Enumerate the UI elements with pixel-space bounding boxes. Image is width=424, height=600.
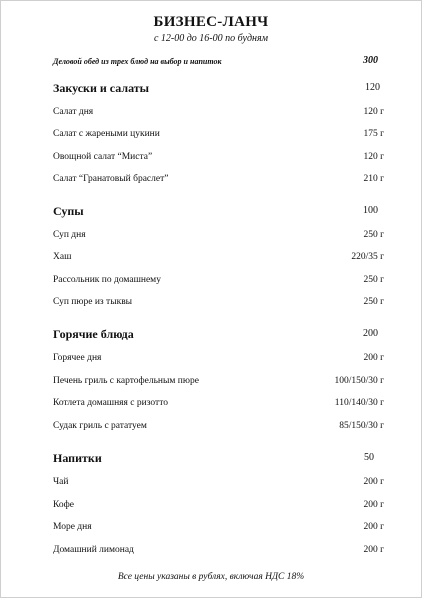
item-name: Суп дня [53, 230, 86, 240]
item-weight: 200 г [363, 522, 384, 532]
section-price: 120 [365, 82, 380, 93]
section-title: Закуски и салаты [53, 81, 150, 95]
item-weight: 120 г [363, 152, 384, 162]
item-weight: 175 г [363, 129, 384, 139]
menu-item [1, 152, 421, 166]
menu-item [1, 107, 421, 121]
item-name: Котлета домашняя с ризотто [53, 398, 168, 408]
item-name: Кофе [53, 500, 74, 510]
item-name: Судак гриль с рататуем [53, 421, 147, 431]
item-name: Салат дня [53, 107, 94, 117]
menu-item [1, 129, 421, 143]
section-price: 100 [363, 205, 378, 216]
page-subtitle: с 12-00 до 16-00 по будням [153, 33, 268, 44]
offer-price: 300 [363, 55, 378, 66]
item-weight: 210 г [363, 174, 384, 184]
section-title: Напитки [53, 451, 102, 465]
item-name: Суп пюре из тыквы [53, 297, 133, 307]
item-name: Овощной салат “Миста” [53, 152, 153, 162]
menu-item [1, 522, 421, 536]
item-name: Горячее дня [53, 353, 102, 363]
section-price: 50 [364, 452, 374, 463]
price-note: Все цены указаны в рублях, включая НДС 18% [117, 572, 305, 582]
item-name: Хаш [53, 252, 72, 262]
item-name: Домашний лимонад [53, 545, 134, 555]
menu-item [1, 252, 421, 266]
menu-item [1, 275, 421, 289]
item-weight: 200 г [363, 500, 384, 510]
item-weight: 200 г [363, 353, 384, 363]
item-name: Печень гриль с картофельным пюре [53, 376, 199, 386]
menu-item [1, 545, 421, 559]
item-weight: 250 г [363, 297, 384, 307]
item-weight: 85/150/30 г [339, 421, 384, 431]
section-price: 200 [363, 328, 378, 339]
item-weight: 100/150/30 г [334, 376, 384, 386]
menu-item [1, 500, 421, 514]
item-weight: 220/35 г [351, 252, 384, 262]
section-title: Супы [53, 204, 84, 218]
item-name: Чай [53, 477, 69, 487]
menu-item [1, 353, 421, 367]
offer-text: Деловой обед из трех блюд на выбор и напиток [53, 57, 222, 66]
item-weight: 250 г [363, 230, 384, 240]
item-weight: 200 г [363, 477, 384, 487]
menu-item [1, 297, 421, 311]
page-title: БИЗНЕС-ЛАНЧ [153, 14, 269, 30]
item-name: Салат “Гранатовый браслет” [53, 174, 169, 184]
item-weight: 250 г [363, 275, 384, 285]
item-name: Море дня [53, 522, 92, 532]
menu-item [1, 421, 421, 435]
menu-item [1, 174, 421, 188]
item-name: Рассольник по домашнему [53, 275, 161, 285]
menu-item [1, 376, 421, 390]
menu-item [1, 398, 421, 412]
menu-item [1, 477, 421, 491]
item-name: Салат с жареными цукини [53, 129, 160, 139]
item-weight: 200 г [363, 545, 384, 555]
item-weight: 110/140/30 г [334, 398, 384, 408]
menu-item [1, 230, 421, 244]
section-title: Горячие блюда [53, 327, 134, 341]
item-weight: 120 г [363, 107, 384, 117]
